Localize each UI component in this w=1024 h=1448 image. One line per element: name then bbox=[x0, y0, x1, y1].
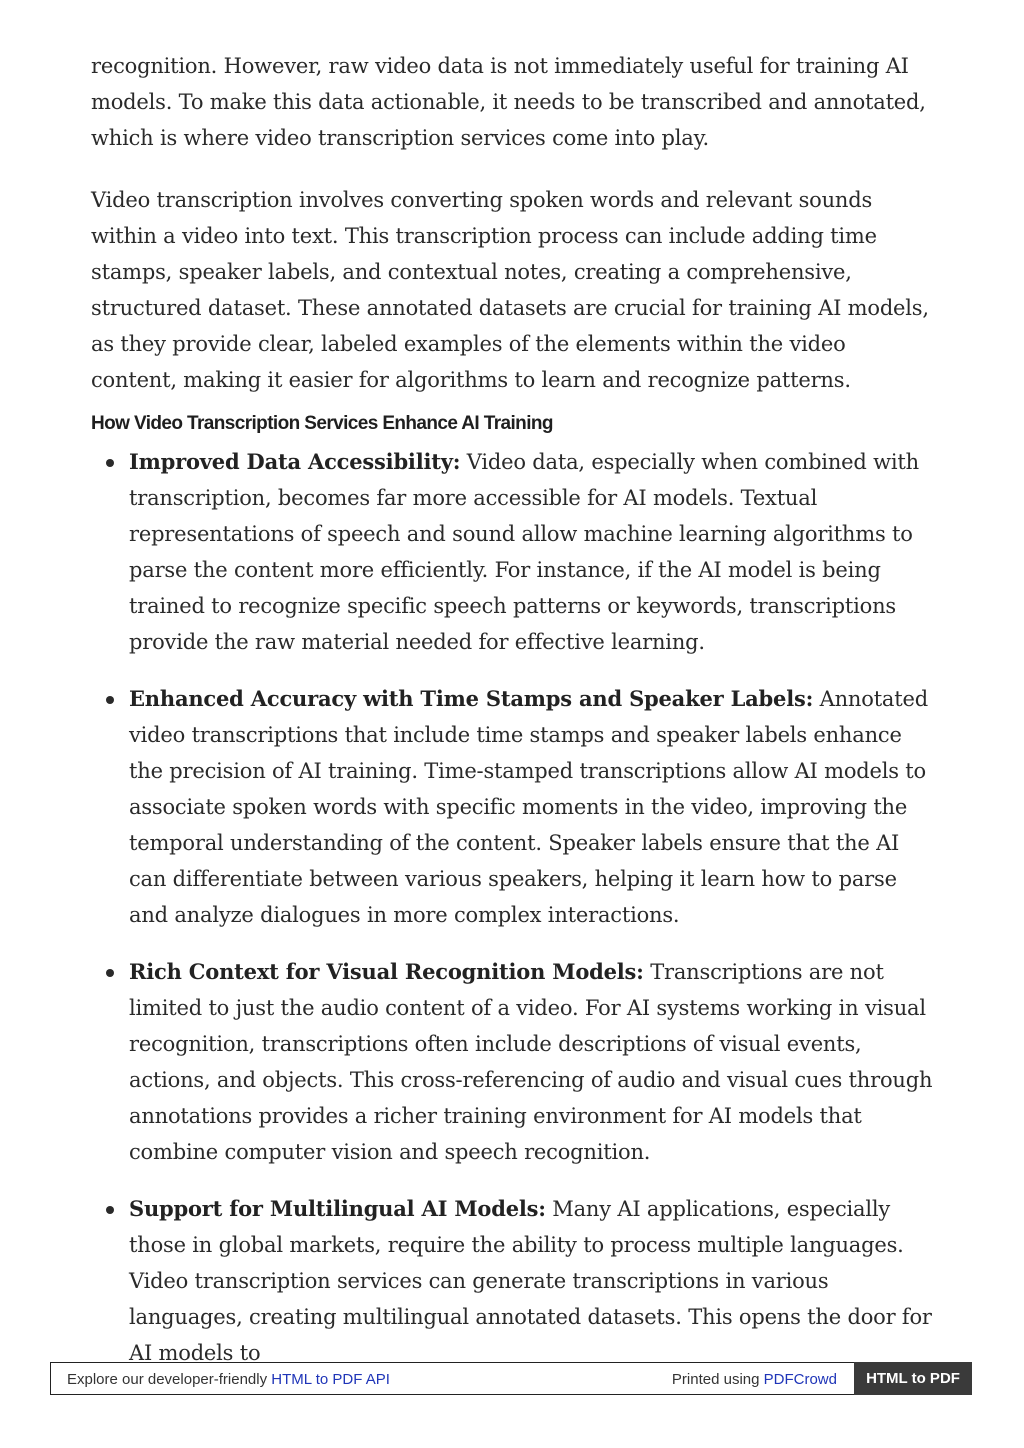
list-item-title: Enhanced Accuracy with Time Stamps and Speaker Labels: bbox=[129, 686, 814, 711]
list-item bbox=[91, 1191, 936, 1371]
bullet-dot-icon bbox=[106, 1206, 114, 1214]
list-item-text: Annotated video transcriptions that include time stamps and speaker labels enhance the precision of AI training. Time-stamped transcriptions allow AI models to associate spoken words with specific moments in the video, improving the temporal understanding of the content. Speaker labels ensure that the AI can differentiate between various speakers, helping it learn how to parse and analyze dialogues in more complex interactions. bbox=[129, 687, 928, 927]
footer-explore bbox=[67, 1371, 390, 1388]
list-item-text: Many AI applications, especially those in global markets, require the ability to process multiple languages. Video transcription services can generate transcriptions in various languages, creating multilingual annotated datasets. This opens the door for AI models to bbox=[129, 1197, 932, 1365]
footer-printed bbox=[672, 1371, 837, 1388]
pdfcrowd-footer-bar bbox=[50, 1362, 972, 1395]
section-heading: How Video Transcription Services Enhance AI Training bbox=[91, 413, 553, 434]
footer-printed-text: Printed using bbox=[671, 1371, 764, 1388]
bullet-dot-icon bbox=[106, 459, 114, 467]
bullet-dot-icon bbox=[106, 969, 114, 977]
list-item-text: Video data, especially when combined with transcription, becomes far more accessible for AI models. Textual representations of speech and sound allow machine learning algorithms to parse the content more efficiently. For instance, if the AI model is being trained to recognize specific speech patterns or keywords, transcriptions provide the raw material needed for effective learning. bbox=[129, 450, 919, 654]
body-paragraph: Video transcription involves converting spoken words and relevant sounds within a video into text. This transcription process can include adding time stamps, speaker labels, and contextual notes, creating a comprehensive, structured dataset. These annotated datasets are crucial for training AI models, as they provide clear, labeled examples of the elements within the video content, making it easier for algorithms to learn and recognize patterns. bbox=[91, 188, 929, 392]
list-item bbox=[91, 954, 936, 1170]
list-item-title: Rich Context for Visual Recognition Models: bbox=[129, 959, 644, 984]
intro-paragraph: recognition. However, raw video data is not immediately useful for training AI models. To make this data actionable, it needs to be transcribed and annotated, which is where video transcription services come into play. bbox=[91, 54, 926, 150]
html-to-pdf-button[interactable]: HTML to PDF bbox=[854, 1362, 972, 1395]
pdfcrowd-link[interactable]: PDFCrowd bbox=[763, 1371, 837, 1388]
list-item-title: Improved Data Accessibility: bbox=[129, 449, 461, 474]
bullet-list bbox=[91, 444, 936, 1371]
footer-explore-text: Explore our developer-friendly bbox=[67, 1371, 272, 1388]
bullet-dot-icon bbox=[106, 696, 114, 704]
html-to-pdf-api-link[interactable]: HTML to PDF API bbox=[271, 1371, 390, 1388]
list-item bbox=[91, 444, 936, 660]
list-item-text: Transcriptions are not limited to just the audio content of a video. For AI systems working in visual recognition, transcriptions often include descriptions of visual events, actions, and objects. This cross-referencing of audio and visual cues through annotations provides a richer training environment for AI models that combine computer vision and speech recognition. bbox=[129, 960, 933, 1164]
list-item-title: Support for Multilingual AI Models: bbox=[129, 1196, 546, 1221]
article-content bbox=[91, 48, 936, 1392]
list-item bbox=[91, 681, 936, 933]
